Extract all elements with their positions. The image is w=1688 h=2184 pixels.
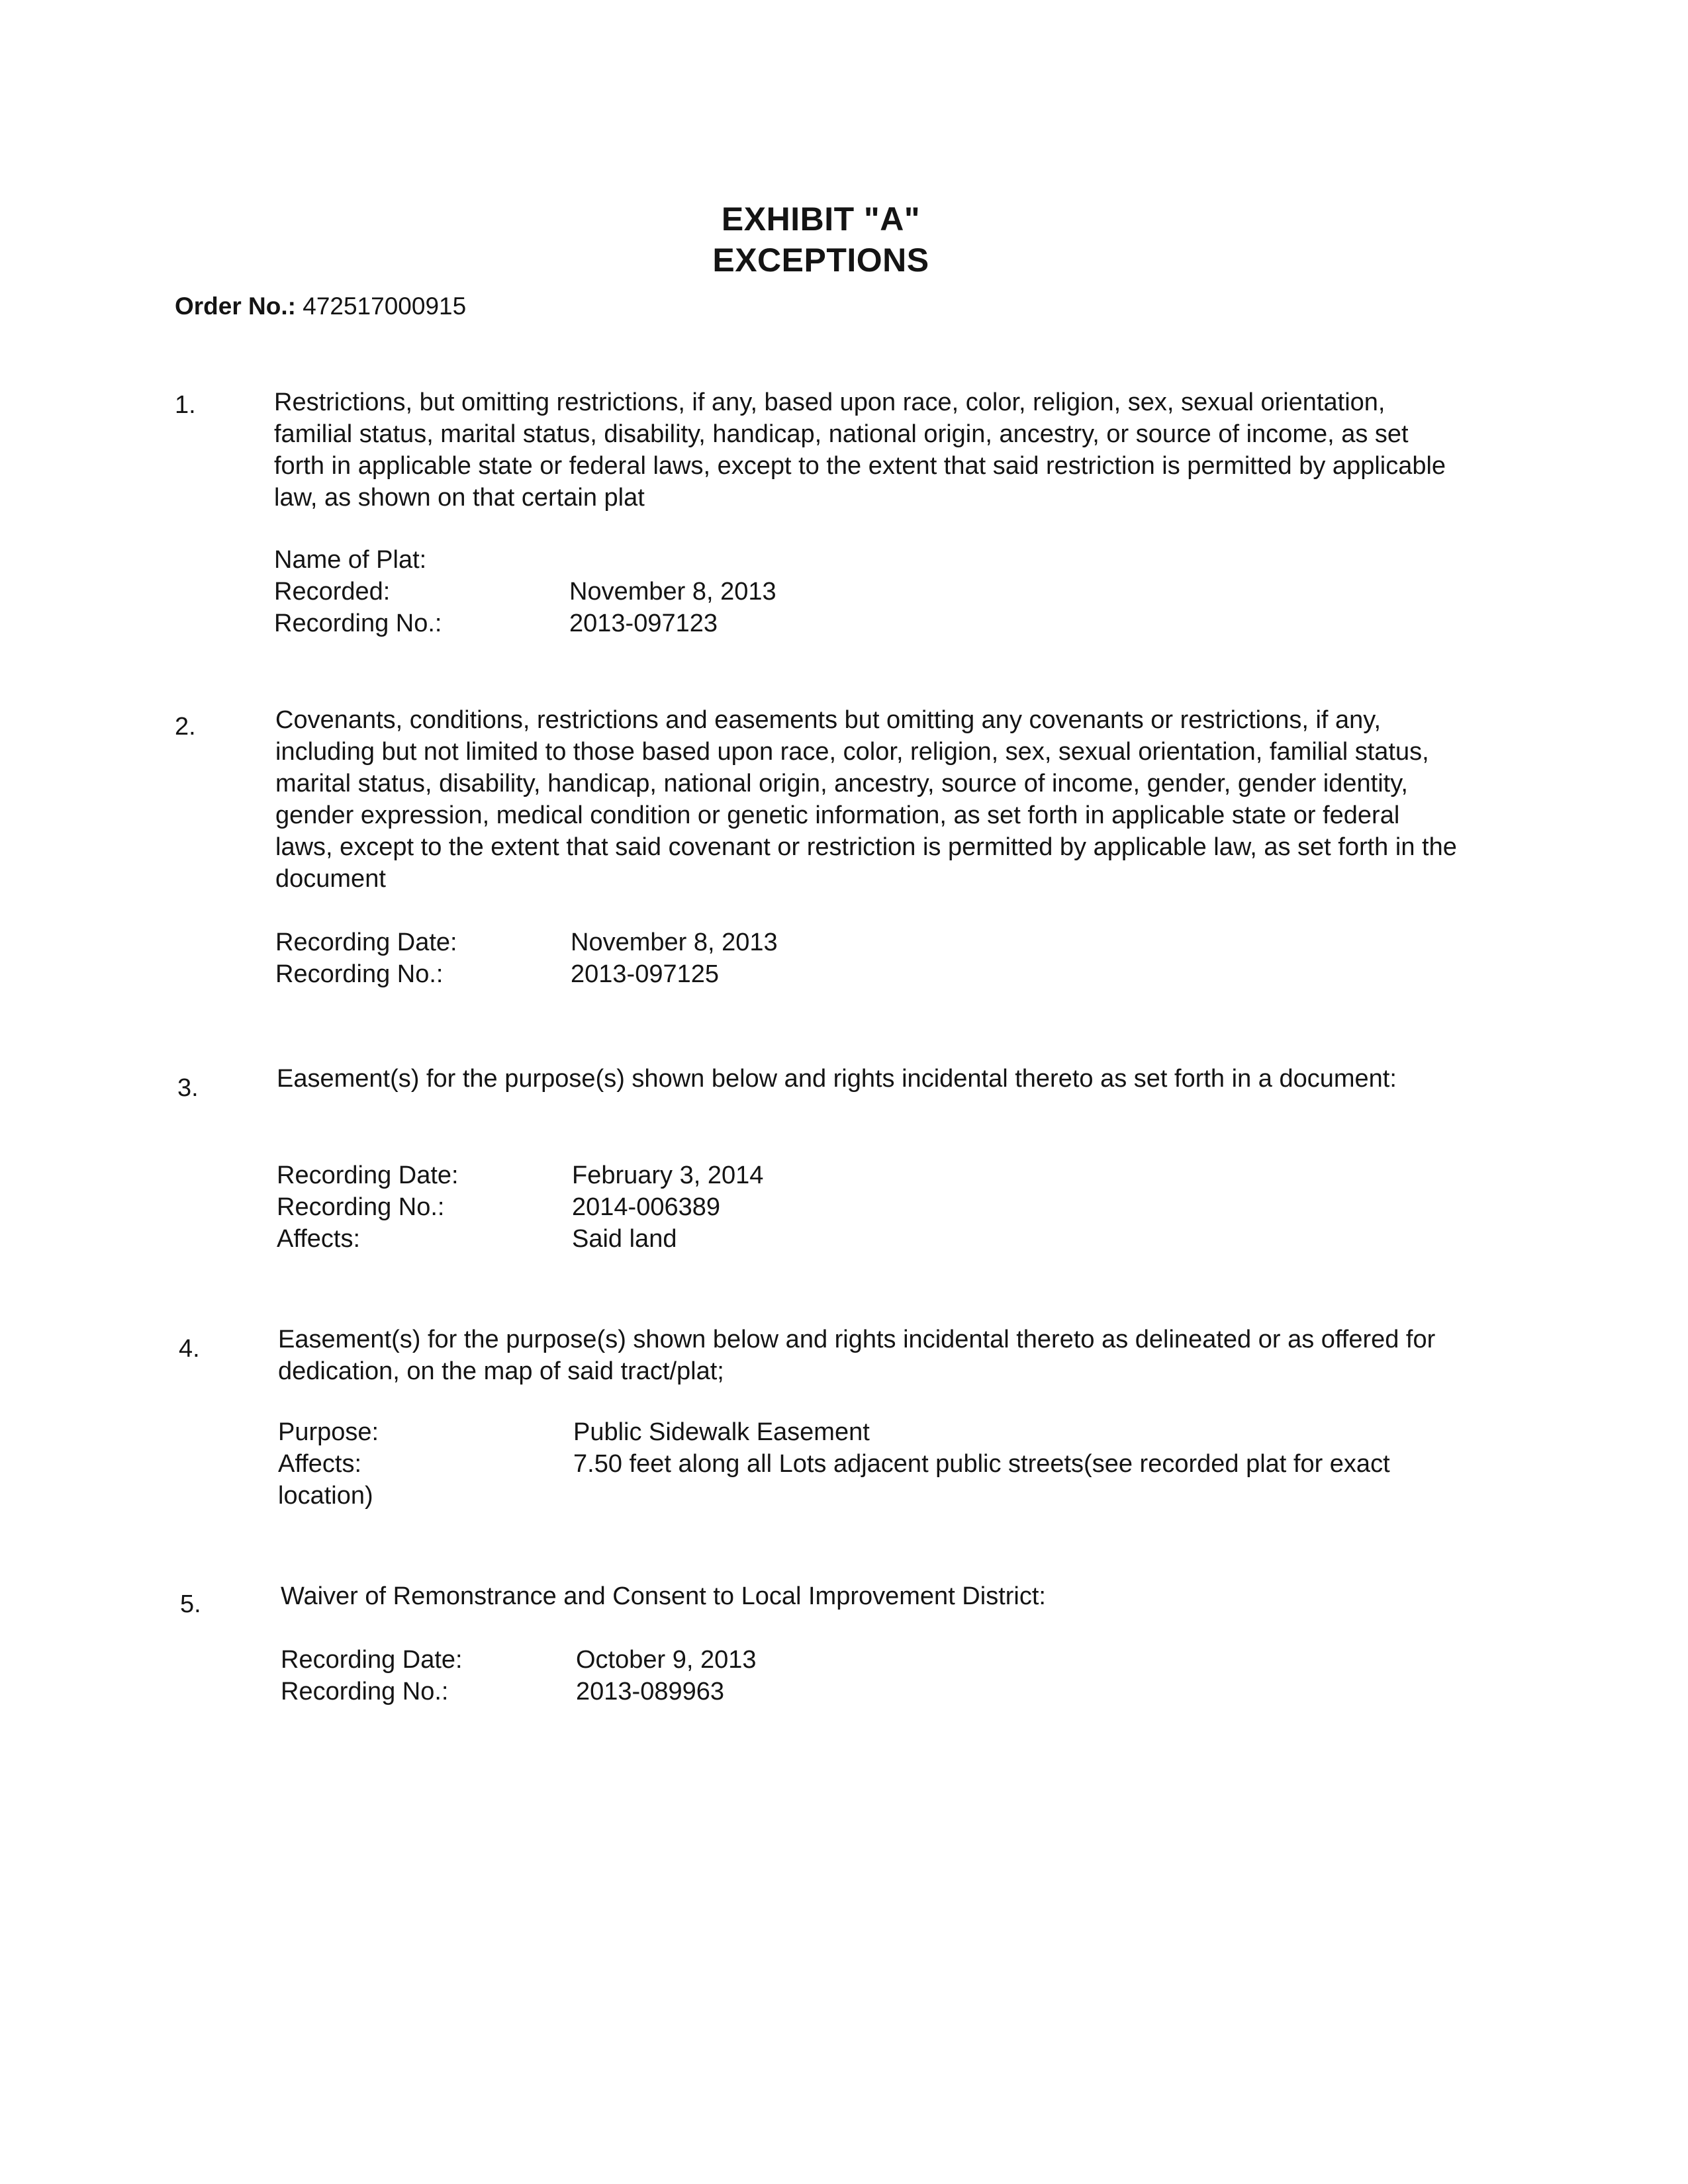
field-value: February 3, 2014	[572, 1161, 764, 1189]
field-label: Recording No.:	[275, 960, 444, 988]
field-value: 2013-089963	[576, 1678, 724, 1706]
field-row	[281, 1644, 757, 1676]
field-label: Recording No.:	[277, 1193, 445, 1221]
item-2-text: Covenants, conditions, restrictions and easements but omitting any covenants or restrictions, if any, including but not limited to those based upon race, color, religion, sex, sexual orientation, familial status, marital status, disability, handicap, national origin, ancestry, source of income, gender, gender identity, gender expression, medical condition or genetic information, as set forth in applicable state or federal laws, except to the extent that said covenant or restriction is permitted by applicable law, as set forth in the document	[275, 706, 1457, 893]
item-5-number: 5.	[180, 1590, 201, 1618]
field-label: Purpose:	[278, 1418, 379, 1446]
field-row	[274, 576, 776, 608]
item-3-text: Easement(s) for the purpose(s) shown below and rights incidental thereto as set forth in a document:	[277, 1065, 1397, 1093]
exhibit-title: EXHIBIT "A"	[721, 201, 921, 238]
field-value: 2014-006389	[572, 1193, 720, 1221]
field-label: Recorded:	[274, 578, 391, 606]
item-4-text: Easement(s) for the purpose(s) shown below and rights incidental thereto as delineated or as offered for dedication, on the map of said tract/plat;	[278, 1326, 1436, 1385]
field-label: Recording Date:	[281, 1646, 463, 1674]
field-row	[275, 958, 778, 990]
order-number-value: 472517000915	[303, 293, 467, 320]
field-value: 2013-097125	[571, 960, 719, 988]
field-row	[274, 544, 776, 576]
field-value: Said land	[572, 1225, 677, 1253]
item-5-fields	[281, 1644, 757, 1707]
field-label: Affects:	[278, 1450, 362, 1478]
field-row	[277, 1223, 763, 1255]
field-label: Name of Plat:	[274, 546, 427, 574]
item-1-number: 1.	[175, 391, 196, 419]
field-value: 7.50 feet along all Lots adjacent public streets(see recorded plat for exact	[573, 1450, 1390, 1478]
field-value: November 8, 2013	[571, 929, 778, 956]
item-3-fields	[277, 1160, 763, 1255]
item-3-number: 3.	[177, 1074, 199, 1102]
item-1-text: Restrictions, but omitting restrictions, if any, based upon race, color, religion, sex, sexual orientation, familial status, marital status, disability, handicap, national origin, ancestry, or source of income, as set forth in applicable state or federal laws, except to the extent that said restriction is permitted by applicable law, as shown on that certain plat	[274, 388, 1446, 512]
item-5-text: Waiver of Remonstrance and Consent to Local Improvement District:	[281, 1582, 1046, 1610]
field-row	[275, 927, 778, 958]
field-label: Recording Date:	[275, 929, 457, 956]
order-number-label: Order No.:	[175, 293, 296, 320]
field-label: Recording No.:	[281, 1678, 449, 1706]
field-value: October 9, 2013	[576, 1646, 757, 1674]
field-row	[277, 1160, 763, 1191]
item-2-fields	[275, 927, 778, 990]
field-row	[278, 1448, 1390, 1480]
field-row	[278, 1416, 1390, 1448]
field-row	[274, 608, 776, 639]
item-4-fields	[278, 1416, 1390, 1480]
item-2-number: 2.	[175, 713, 196, 741]
item-4-number: 4.	[179, 1335, 200, 1363]
field-label: Recording Date:	[277, 1161, 459, 1189]
field-row	[281, 1676, 757, 1707]
field-value: Public Sidewalk Easement	[573, 1418, 870, 1446]
item-1-fields	[274, 544, 776, 639]
field-label: Affects:	[277, 1225, 361, 1253]
exceptions-title: EXCEPTIONS	[712, 242, 929, 279]
field-value: November 8, 2013	[569, 578, 776, 606]
item-4-affects-continuation: location)	[278, 1482, 373, 1510]
field-label: Recording No.:	[274, 610, 442, 637]
field-value: 2013-097123	[569, 610, 718, 637]
order-number	[175, 291, 466, 322]
field-row	[277, 1191, 763, 1223]
